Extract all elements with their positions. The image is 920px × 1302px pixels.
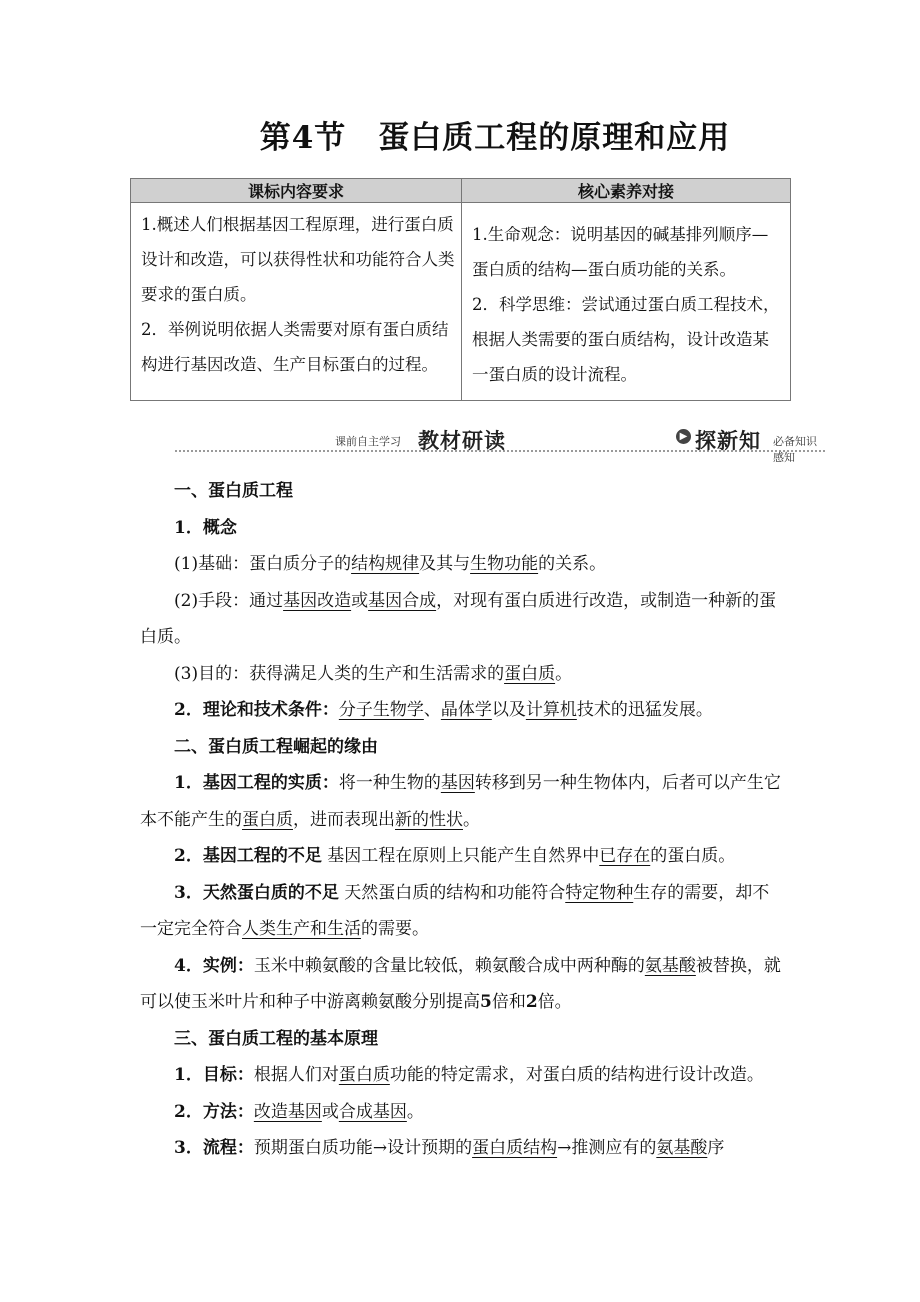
sub-heading-concept: 1．概念 xyxy=(174,517,237,538)
underlined-term: 生物功能 xyxy=(470,554,539,574)
underlined-term: 计算机 xyxy=(525,700,577,720)
underlined-term: 结构规律 xyxy=(351,554,420,574)
underlined-term: 氨基酸 xyxy=(644,955,696,976)
standards-table xyxy=(130,178,791,401)
standard-item-1: 1.概述人们根据基因工程原理，进行蛋白质设计和改造，可以获得性状和功能符合人类要求的蛋白质。 xyxy=(141,215,455,304)
underlined-term: 氨基酸 xyxy=(656,1138,708,1158)
underlined-term: 新的性状 xyxy=(395,809,463,830)
paragraph-limitation: 2．基因工程的不足 基因工程在原则上只能产生自然界中已存在的蛋白质。 xyxy=(174,846,736,866)
paragraph-essence: 1．基因工程的实质：将一种生物的基因转移到另一种生物体内，后者可以产生它本不能产生的蛋白质，进而表现出新的性状。 xyxy=(140,773,781,830)
underlined-term: 改造基因 xyxy=(253,1101,322,1122)
section-banner xyxy=(175,424,825,464)
underlined-term: 蛋白质结构 xyxy=(472,1138,558,1158)
paragraph-purpose: (3)目的：获得满足人类的生产和生活需求的蛋白质。 xyxy=(174,663,573,684)
banner-right-label: 必备知识感知 xyxy=(773,435,817,464)
underlined-term: 基因 xyxy=(440,773,475,793)
competency-item-1: 1.生命观念：说明基因的碱基排列顺序—蛋白质的结构—蛋白质功能的关系。 xyxy=(472,225,769,279)
underlined-term: 蛋白质 xyxy=(504,663,556,684)
underlined-term: 蛋白质 xyxy=(242,809,293,830)
underlined-term: 合成基因 xyxy=(338,1101,407,1122)
table-header-competencies: 核心素养对接 xyxy=(462,179,791,203)
paragraph-basis: (1)基础：蛋白质分子的结构规律及其与生物功能的关系。 xyxy=(174,554,607,574)
underlined-term: 人类生产和生活 xyxy=(242,919,361,939)
table-header-standards: 课标内容要求 xyxy=(131,179,462,203)
paragraph-goal: 1．目标：根据人们对蛋白质功能的特定需求，对蛋白质的结构进行设计改造。 xyxy=(174,1065,764,1085)
paragraph-natural-protein: 3．天然蛋白质的不足 天然蛋白质的结构和功能符合特定物种生存的需要，却不一定完全符合人类生产和生活的需要。 xyxy=(140,882,770,939)
paragraph-means: (2)手段：通过基因改造或基因合成，对现有蛋白质进行改造，或制造一种新的蛋白质。 xyxy=(140,590,777,647)
underlined-term: 基因合成 xyxy=(368,590,437,611)
banner-title-right: 探新知 xyxy=(695,429,761,453)
underlined-term: 特定物种 xyxy=(565,882,634,903)
standard-item-2: 2．举例说明依据人类需要对原有蛋白质结构进行基因改造、生产目标蛋白的过程。 xyxy=(141,320,449,374)
paragraph-process: 3．流程：预期蛋白质功能→设计预期的蛋白质结构→推测应有的氨基酸序 xyxy=(174,1138,725,1158)
competencies-cell xyxy=(462,203,791,401)
underlined-term: 分子生物学 xyxy=(338,700,424,720)
section-heading-2: 二、蛋白质工程崛起的缘由 xyxy=(174,736,378,757)
arrow-circle-icon: ▶ xyxy=(676,429,691,444)
main-content xyxy=(140,473,785,1167)
underlined-term: 蛋白质 xyxy=(338,1065,390,1085)
section-heading-1: 一、蛋白质工程 xyxy=(174,481,293,501)
banner-title-left: 教材研读 xyxy=(418,429,506,453)
paragraph-method: 2．方法：改造基因或合成基因。 xyxy=(174,1101,424,1122)
page-title: 第4节 蛋白质工程的原理和应用 xyxy=(259,120,731,156)
banner-left-label: 课前自主学习 xyxy=(335,435,401,448)
paragraph-conditions: 2．理论和技术条件：分子生物学、晶体学以及计算机技术的迅猛发展。 xyxy=(174,700,713,720)
paragraph-example: 4．实例：玉米中赖氨酸的含量比较低，赖氨酸合成中两种酶的氨基酸被替换，就可以使玉米叶片和种子中游离赖氨酸分别提高5倍和2倍。 xyxy=(140,955,781,1012)
underlined-term: 已存在 xyxy=(599,846,651,866)
standards-cell xyxy=(131,203,462,401)
underlined-term: 基因改造 xyxy=(283,590,352,611)
section-heading-3: 三、蛋白质工程的基本原理 xyxy=(174,1028,378,1049)
underlined-term: 晶体学 xyxy=(440,700,492,720)
competency-item-2: 2．科学思维：尝试通过蛋白质工程技术，根据人类需要的蛋白质结构，设计改造某一蛋白质的设计流程。 xyxy=(472,295,780,384)
